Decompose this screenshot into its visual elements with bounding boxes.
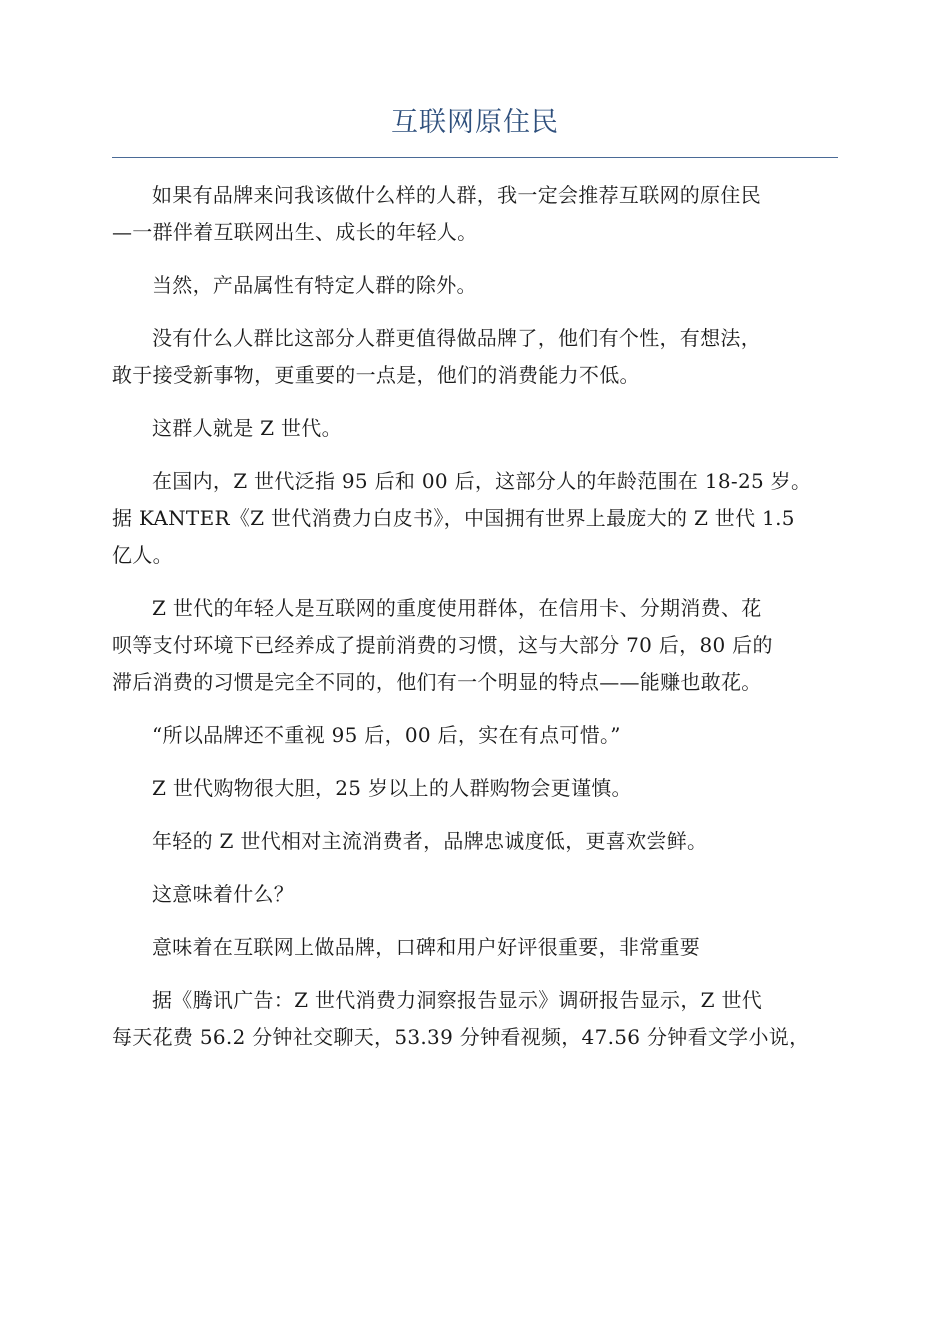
paragraph-line: 没有什么人群比这部分人群更值得做品牌了，他们有个性，有想法， [152, 326, 761, 350]
paragraph-line: 这群人就是 Z 世代。 [152, 416, 342, 440]
paragraph-line: 滞后消费的习惯是完全不同的，他们有一个明显的特点——能赚也敢花。 [112, 670, 762, 694]
document-body [112, 177, 838, 1072]
paragraph [112, 177, 838, 251]
paragraph [112, 410, 838, 447]
paragraph-line: “所以品牌还不重视 95 后，00 后，实在有点可惜。” [152, 723, 621, 747]
paragraph-line: 据 KANTER《Z 世代消费力白皮书》，中国拥有世界上最庞大的 Z 世代 1.5 [112, 506, 795, 530]
paragraph-line: 在国内，Z 世代泛指 95 后和 00 后，这部分人的年龄范围在 18-25 岁。 [152, 469, 812, 493]
paragraph-line: 亿人。 [112, 543, 173, 567]
paragraph-line: 如果有品牌来问我该做什么样的人群，我一定会推荐互联网的原住民 [152, 183, 761, 207]
paragraph [112, 929, 838, 966]
paragraph-line: Z 世代的年轻人是互联网的重度使用群体，在信用卡、分期消费、花 [152, 596, 762, 620]
paragraph-line: —一群伴着互联网出生、成长的年轻人。 [112, 220, 478, 244]
paragraph [112, 770, 838, 807]
paragraph-line: 据《腾讯广告：Z 世代消费力洞察报告显示》调研报告显示，Z 世代 [152, 988, 763, 1012]
paragraph-line: Z 世代购物很大胆，25 岁以上的人群购物会更谨慎。 [152, 776, 632, 800]
paragraph [112, 267, 838, 304]
paragraph-line: 每天花费 56.2 分钟社交聊天，53.39 分钟看视频，47.56 分钟看文学小说， [112, 1025, 810, 1049]
paragraph [112, 590, 838, 701]
paragraph-line: 年轻的 Z 世代相对主流消费者，品牌忠诚度低，更喜欢尝鲜。 [152, 829, 708, 853]
paragraph [112, 823, 838, 860]
paragraph [112, 320, 838, 394]
paragraph-line: 当然，产品属性有特定人群的除外。 [152, 273, 477, 297]
paragraph-line: 敢于接受新事物，更重要的一点是，他们的消费能力不低。 [112, 363, 640, 387]
title-divider [112, 157, 838, 158]
paragraph-line: 这意味着什么？ [152, 882, 295, 906]
paragraph [112, 717, 838, 754]
document-title: 互联网原住民 [391, 107, 559, 138]
paragraph [112, 982, 838, 1056]
paragraph [112, 463, 838, 574]
paragraph-line: 呗等支付环境下已经养成了提前消费的习惯，这与大部分 70 后，80 后的 [112, 633, 773, 657]
paragraph [112, 876, 838, 913]
paragraph-line: 意味着在互联网上做品牌，口碑和用户好评很重要，非常重要 [152, 935, 701, 959]
